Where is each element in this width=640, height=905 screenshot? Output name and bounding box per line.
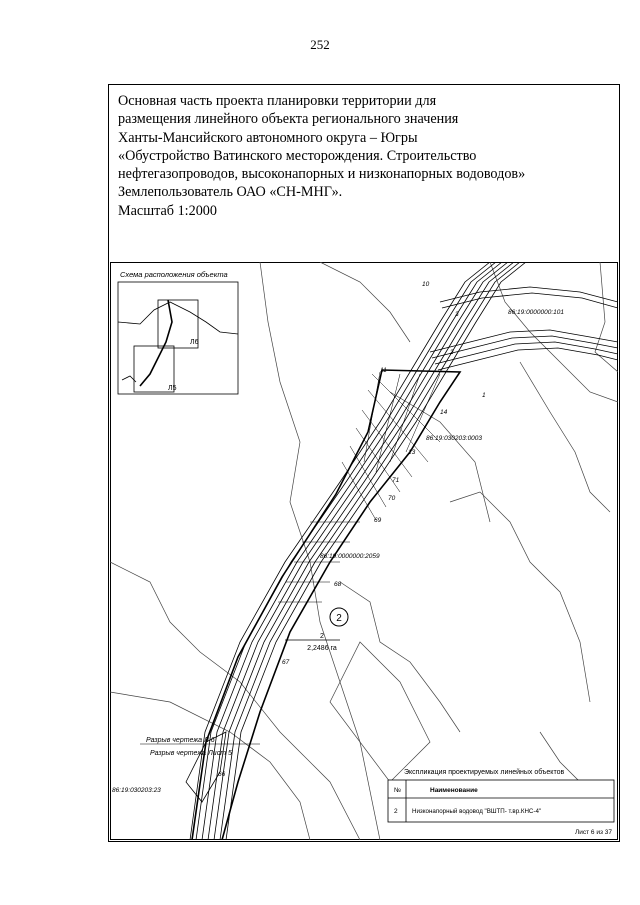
point-label: 71 [392, 477, 400, 484]
point-label: 67 [282, 659, 290, 666]
parcel-number: 86:19:030203:23 [112, 787, 161, 794]
point-label: 11 [380, 367, 387, 374]
inset-label: Л6 [190, 339, 199, 346]
map-drawing [110, 262, 618, 840]
legend-title: Экспликация проектируемых линейных объектов [404, 769, 565, 776]
point-label: 68 [334, 581, 342, 588]
break-labels [140, 737, 260, 757]
corridor-hatch [278, 372, 440, 602]
area-label-value: 2,2486 га [307, 645, 337, 652]
inset-title: Схема расположения объекта [120, 270, 228, 279]
point-label: 13 [408, 449, 416, 456]
pipeline-branch [430, 287, 618, 370]
point-label: 70 [388, 495, 396, 502]
header-line: размещения линейного объекта регионального значения [118, 111, 459, 128]
inset-label: Л5 [168, 385, 177, 392]
header-line: нефтегазопроводов, высоконапорных и низконапорных водоводов» [118, 166, 526, 183]
header-line: Основная часть проекта планировки территории для [118, 93, 437, 109]
point-label: 69 [374, 517, 382, 524]
object-number: 2 [336, 613, 342, 624]
point-label: 10 [422, 281, 430, 288]
object-number-marker [330, 608, 348, 626]
legend-table [388, 768, 614, 822]
point-label: 2 [450, 349, 454, 356]
header-line: «Обустройство Ватинского месторождения. Строительство [118, 147, 477, 164]
legend-row-name: Низконапорный водовод "ВШТП- т.вр.КНС-4" [412, 808, 542, 815]
point-label: 66 [218, 771, 226, 778]
parcel-number: 86:19:0000000:2059 [320, 553, 380, 560]
pipeline-corridor [190, 262, 526, 840]
break-label: Разрыв чертежа Лист 5 [150, 750, 232, 757]
point-label: 1 [482, 392, 486, 399]
area-label [285, 633, 340, 652]
legend-col-name: Наименование [430, 787, 478, 794]
legend-row-num: 2 [394, 808, 398, 815]
break-label: Разрыв чертежа Л 6 [146, 737, 215, 744]
point-label: 3 [455, 311, 459, 318]
location-scheme-inset [118, 270, 238, 394]
header-block [118, 92, 613, 220]
legend-col-num: № [394, 787, 401, 794]
header-line: Масштаб 1:2000 [118, 202, 217, 219]
page-number: 252 [310, 37, 330, 52]
sheet-label: Лист 6 из 37 [575, 829, 612, 836]
header-line: Ханты-Мансийского автономного округа – Югры [118, 129, 418, 146]
point-label: 14 [440, 409, 448, 416]
header-line: Землепользователь ОАО «СН-МНГ». [118, 184, 343, 201]
parcel-number: 86:19:030203:0003 [426, 435, 483, 442]
area-label-number: 2 [320, 633, 324, 640]
parcel-number: 86:19:0000000:101 [508, 309, 565, 316]
parcel-outline [330, 642, 430, 782]
